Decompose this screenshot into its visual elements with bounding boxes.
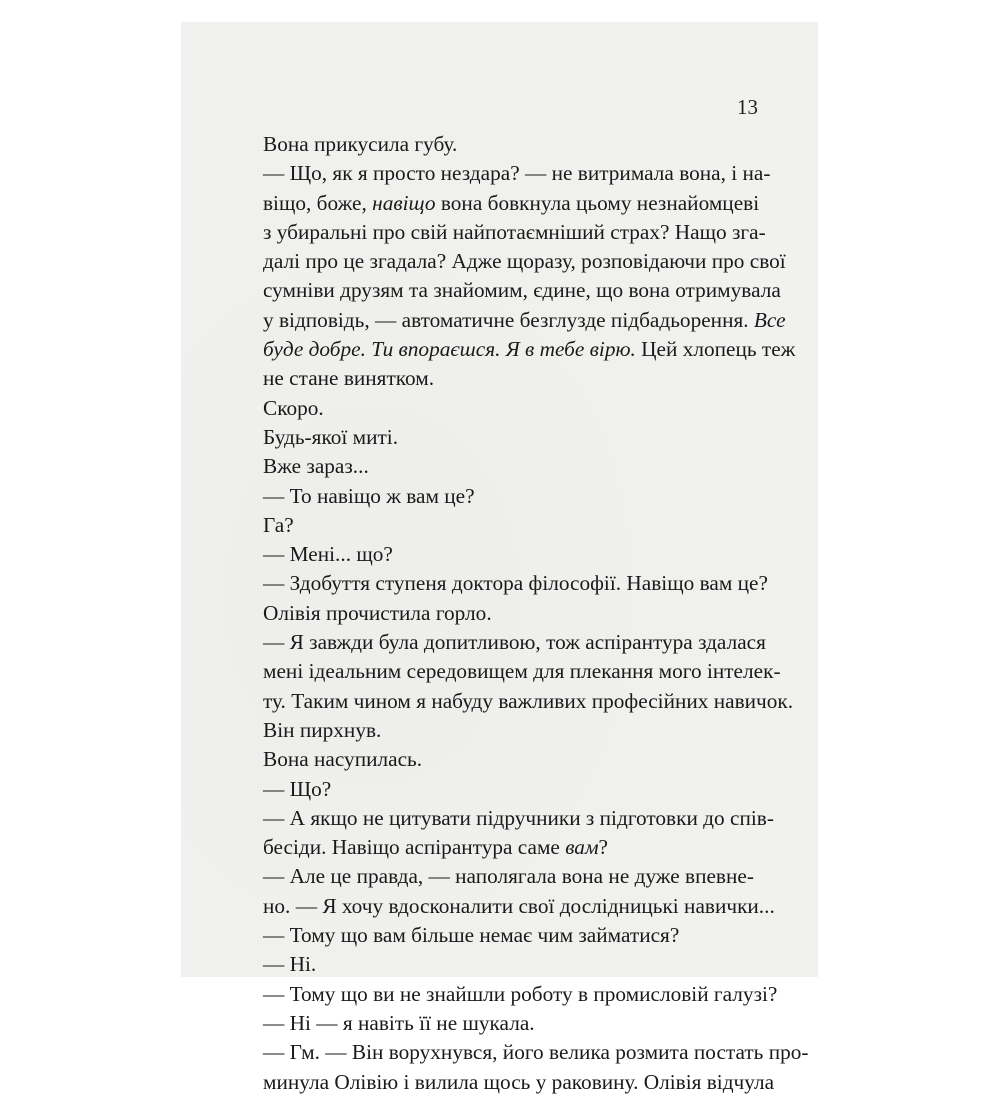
italic-text: навіщо	[372, 190, 436, 215]
text-segment: — Тому що вам більше немає чим займатися?	[263, 923, 680, 948]
text-segment: — Але це правда, — наполягала вона не дуже впевне-	[263, 864, 754, 889]
text-segment: — То навіщо ж вам це?	[263, 483, 475, 508]
text-line	[263, 130, 743, 159]
text-segment: Олівія прочистила горло.	[263, 600, 492, 625]
text-segment: — Що, як я просто нездара? — не витримала вона, і на-	[263, 161, 771, 186]
page-number: 13	[737, 95, 758, 119]
text-line	[263, 276, 781, 305]
text-segment: минула Олівію і вилила щось у раковину. Олівія відчула	[263, 1069, 775, 1094]
page-body-text	[263, 130, 809, 1097]
text-segment: бесіди. Навіщо аспірантура саме	[263, 835, 566, 860]
text-line	[263, 892, 775, 921]
text-segment: ?	[598, 835, 608, 860]
text-segment: — Гм. — Він ворухнувся, його велика розмита постать про-	[263, 1040, 809, 1065]
text-segment: — А якщо не цитувати підручники з підготовки до спів-	[263, 805, 774, 830]
text-segment: у відповідь, — автоматичне безглузде підбадьорення.	[263, 307, 754, 332]
text-line	[263, 511, 743, 540]
italic-text: вам	[565, 835, 599, 860]
text-line	[263, 716, 743, 745]
text-segment: вона бовкнула цьому незнайомцеві	[435, 190, 760, 215]
text-line	[263, 745, 743, 774]
text-segment: далі про це згадала? Адже щоразу, розповідаючи про свої	[263, 249, 786, 274]
text-segment: Вона прикусила губу.	[263, 132, 458, 156]
text-segment: — Мені... що?	[263, 542, 393, 567]
text-segment: — Здобуття ступеня доктора філософії. Навіщо вам це?	[263, 571, 768, 596]
text-line	[263, 394, 743, 423]
book-page	[181, 22, 818, 1094]
text-segment: Вже зараз...	[263, 454, 369, 479]
text-segment: Будь-якої миті.	[263, 424, 399, 449]
text-line	[263, 364, 743, 393]
text-segment: віщо, боже,	[263, 190, 373, 215]
text-segment: Цей хлопець теж	[635, 337, 796, 362]
text-line	[263, 833, 743, 862]
text-line	[263, 1038, 809, 1067]
text-segment: сумніви друзям та знайомим, єдине, що вона отримувала	[263, 278, 781, 303]
italic-text: буде добре. Ти впораєшся. Я в тебе вірю.	[263, 337, 636, 362]
text-line	[263, 482, 743, 511]
text-segment: — Я завжди була допитливою, тож аспірантура здалася	[263, 630, 766, 655]
text-segment: Га?	[263, 512, 294, 537]
text-line	[263, 687, 794, 716]
text-line	[263, 452, 743, 481]
text-segment: — Ні — я навіть її не шукала.	[263, 1010, 535, 1035]
text-line	[263, 862, 754, 891]
text-segment: мені ідеальним середовищем для плекання мого інтелек-	[263, 659, 781, 684]
text-line	[263, 306, 786, 335]
text-segment: ту. Таким чином я набуду важливих професійних навичок.	[263, 688, 794, 713]
text-segment: — Що?	[263, 776, 332, 801]
text-line	[263, 569, 768, 598]
text-line	[263, 335, 796, 364]
text-segment: не стане винятком.	[263, 366, 435, 391]
text-line	[263, 189, 760, 218]
text-segment: — Ні.	[263, 952, 317, 977]
text-line	[263, 599, 743, 628]
text-line	[263, 657, 781, 686]
text-segment: — Тому що ви не знайшли роботу в промисловій галузі?	[263, 981, 778, 1006]
text-line	[263, 628, 766, 657]
text-segment: з убиральні про свій найпотаємніший страх? Нащо зга-	[263, 219, 766, 244]
text-line	[263, 159, 771, 188]
text-segment: но. — Я хочу вдосконалити свої дослідницькі навички...	[263, 893, 775, 918]
text-line	[263, 218, 766, 247]
text-line	[263, 247, 786, 276]
italic-text: Все	[753, 307, 786, 332]
text-line	[263, 423, 743, 452]
text-line	[263, 1009, 743, 1038]
text-segment: Вона насупилась.	[263, 747, 423, 772]
text-segment: Скоро.	[263, 395, 324, 420]
text-line	[263, 804, 774, 833]
text-line	[263, 950, 743, 979]
text-line	[263, 775, 743, 804]
text-segment: Він пирхнув.	[263, 717, 382, 742]
text-line	[263, 921, 743, 950]
text-line	[263, 540, 743, 569]
text-line	[263, 1068, 775, 1097]
text-line	[263, 980, 778, 1009]
